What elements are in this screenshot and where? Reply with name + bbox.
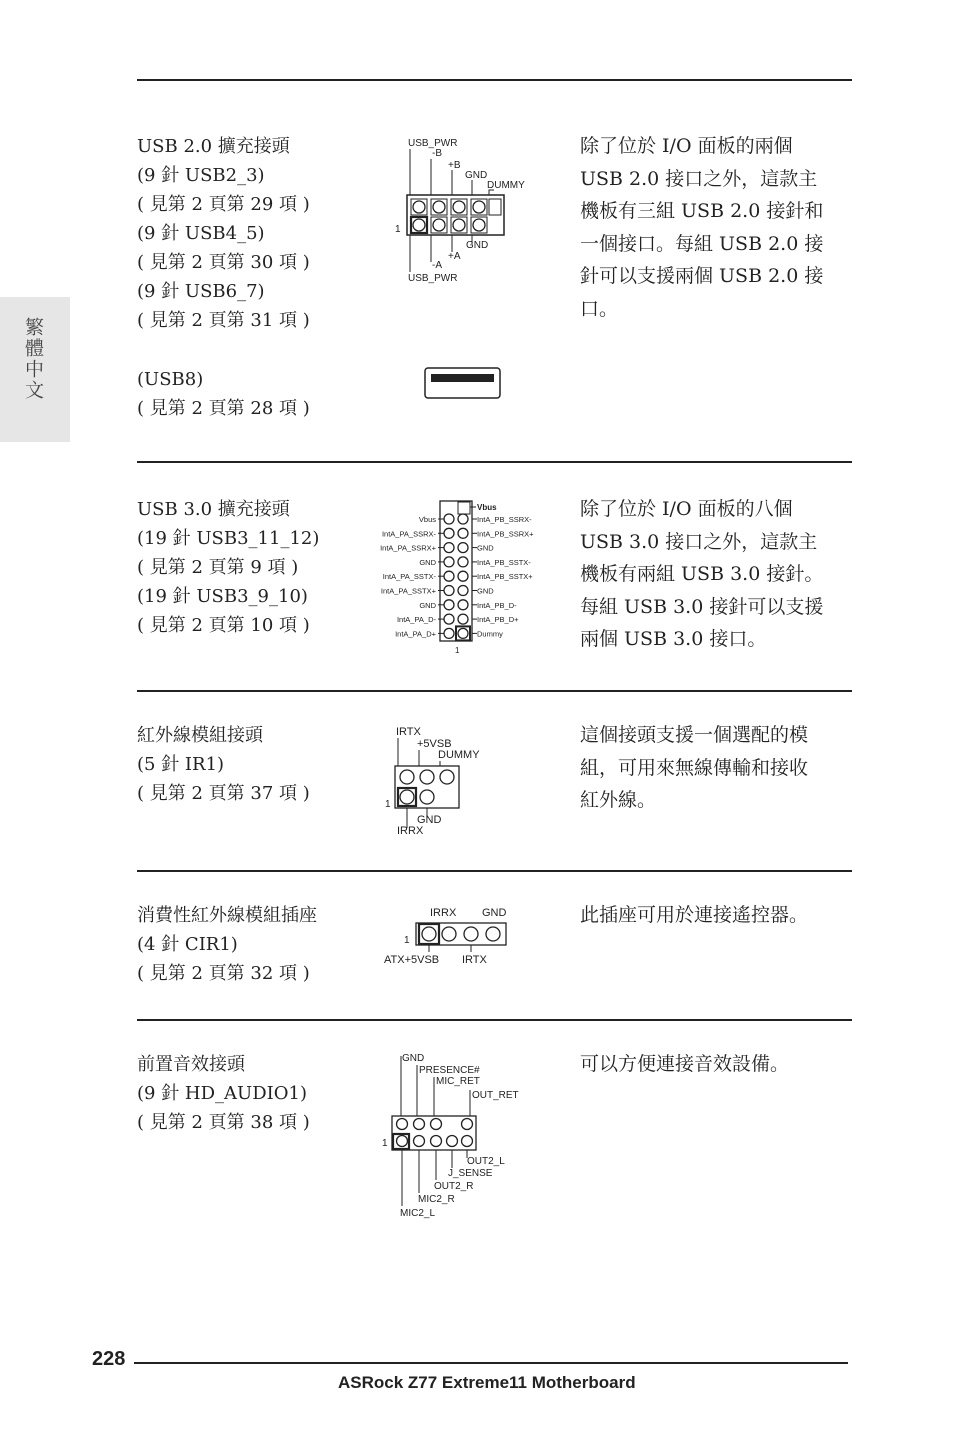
mic-ret-label: MIC_RET	[436, 1076, 480, 1087]
usb2-desc-line: 針可以支援兩個 USB 2.0 接	[580, 265, 824, 287]
mic2-l-label: MIC2_L	[400, 1208, 436, 1219]
plus-a-label: +A	[448, 251, 461, 262]
irrx-label: IRRX	[397, 825, 424, 837]
usb3-left-label: IntA_PA_D-	[396, 615, 436, 625]
usb3-line: (19 針 USB3_11_12)	[137, 528, 320, 549]
usb3-pin	[444, 543, 454, 553]
usb3-pin	[444, 528, 454, 538]
usb3-pin	[458, 571, 468, 581]
usb3-pin	[444, 614, 454, 624]
usb2-desc-line: 機板有三組 USB 2.0 接針和	[580, 200, 824, 222]
presence-label: PRESENCE#	[419, 1065, 480, 1076]
section-divider	[137, 1019, 852, 1021]
side-tab-label: 繁體中文	[22, 317, 44, 401]
cir-description-left	[137, 901, 317, 988]
gnd-bottom-label: GND	[466, 240, 489, 251]
usb2-line: ( 見第 2 頁第 29 項 )	[137, 194, 310, 215]
gnd-label: GND	[482, 907, 507, 919]
pin1-label: 1	[395, 224, 401, 235]
usb2-desc-line: 一個接口。每組 USB 2.0 接	[580, 232, 824, 255]
audio-header-diagram	[378, 1050, 528, 1222]
usb2-line: ( 見第 2 頁第 31 項 )	[137, 310, 310, 331]
usb3-desc-line: 機板有兩組 USB 3.0 接針。	[580, 563, 824, 585]
cir-title: 消費性紅外線模組插座	[137, 905, 317, 926]
language-side-tab	[0, 297, 70, 442]
ir-desc-line: 紅外線。	[580, 789, 657, 811]
minus-b-label: -B	[432, 148, 442, 159]
usb2-line: (9 針 USB2_3)	[137, 165, 265, 186]
usb2-header-diagram	[390, 132, 540, 287]
usb3-desc-line: 除了位於 I/O 面板的八個	[580, 498, 793, 520]
cir-line: (4 針 CIR1)	[137, 934, 238, 955]
usb3-left-label: IntA_PA_SSRX-	[381, 529, 436, 539]
cir-line: ( 見第 2 頁第 32 項 )	[137, 963, 310, 984]
usb2-title: USB 2.0 擴充接頭	[137, 136, 290, 157]
pin1-label: 1	[455, 646, 460, 655]
usb3-header-diagram	[358, 497, 558, 657]
usb3-left-label: GND	[419, 557, 436, 567]
usb2-desc-line: USB 2.0 接口之外，這款主	[580, 167, 818, 190]
usb3-description-left	[137, 495, 319, 640]
usb3-left-label: IntA_PA_SSRX+	[380, 543, 436, 553]
usb3-right-label: IntA_PB_D-	[477, 600, 517, 610]
irrx-label: IRRX	[430, 907, 457, 919]
gnd-label: GND	[417, 814, 442, 826]
usb3-right-label: IntA_PB_SSRX+	[477, 529, 534, 539]
usb-pwr-top-label: USB_PWR	[408, 138, 458, 149]
out2-r-label: OUT2_R	[434, 1181, 474, 1192]
usb3-line: (19 針 USB3_9_10)	[137, 586, 308, 607]
ir-line: (5 針 IR1)	[137, 754, 225, 775]
pin1-label: 1	[385, 799, 391, 810]
usb-pwr-bottom-label: USB_PWR	[408, 273, 458, 284]
usb3-left-label: IntA_PA_D+	[395, 629, 436, 639]
usb8-line: (USB8)	[137, 369, 204, 390]
cir-desc-line: 此插座可用於連接遙控器。	[580, 904, 809, 926]
gnd-top-label: GND	[465, 170, 488, 181]
usb3-pin	[458, 628, 468, 638]
ir-description-right	[580, 719, 848, 817]
out2-l-label: OUT2_L	[467, 1156, 505, 1167]
cir-header-diagram	[382, 902, 512, 968]
usb2-line: ( 見第 2 頁第 30 項 )	[137, 252, 310, 273]
cir-description-right	[580, 899, 848, 932]
mic2-r-label: MIC2_R	[418, 1194, 455, 1205]
usb3-pin	[458, 514, 468, 524]
usb3-line: ( 見第 2 頁第 9 項 )	[137, 557, 299, 578]
usb3-left-label: IntA_PA_SSTX-	[382, 572, 436, 582]
usb3-pin	[458, 600, 468, 610]
usb3-line: ( 見第 2 頁第 10 項 )	[137, 615, 310, 636]
usb3-pin	[444, 514, 454, 524]
minus-a-label: -A	[432, 260, 442, 271]
usb3-pin	[458, 614, 468, 624]
irtx-label: IRTX	[396, 726, 421, 738]
usb3-pin	[444, 557, 454, 567]
ir-desc-line: 這個接頭支援一個選配的模	[580, 724, 809, 746]
usb3-desc-line: 兩個 USB 3.0 接口。	[580, 628, 767, 650]
usb3-pin	[444, 586, 454, 596]
ir-description-left	[137, 721, 310, 808]
footer-rule	[134, 1362, 848, 1364]
top-rule	[137, 79, 852, 81]
usb3-right-label: IntA_PB_SSTX+	[477, 572, 533, 582]
usb2-description-right	[580, 130, 848, 325]
usb3-right-label: Dummy	[477, 629, 503, 639]
usb3-pin	[458, 586, 468, 596]
vsb-label: +5VSB	[417, 738, 452, 750]
audio-line: ( 見第 2 頁第 38 項 )	[137, 1112, 310, 1133]
irtx-label: IRTX	[462, 954, 487, 966]
page-number: 228	[92, 1348, 126, 1370]
usb3-desc-line: 每組 USB 3.0 接針可以支援	[580, 595, 824, 618]
footer-title: ASRock Z77 Extreme11 Motherboard	[338, 1373, 636, 1392]
usb3-description-right	[580, 493, 848, 656]
usb2-desc-line: 口。	[580, 297, 619, 320]
usb8-port-diagram	[423, 365, 503, 401]
audio-line: (9 針 HD_AUDIO1)	[137, 1083, 307, 1104]
usb3-pin	[444, 600, 454, 610]
usb3-desc-line: USB 3.0 接口之外，這款主	[580, 530, 818, 553]
section-divider	[137, 870, 852, 872]
dummy-label: DUMMY	[487, 180, 525, 191]
pin1-label: 1	[404, 935, 410, 946]
plus-b-label: +B	[448, 160, 461, 171]
section-divider	[137, 461, 852, 463]
section-divider	[137, 690, 852, 692]
usb3-right-label: IntA_PB_D+	[477, 615, 519, 625]
ir-header-diagram	[383, 722, 493, 840]
usb3-title: USB 3.0 擴充接頭	[137, 499, 290, 520]
usb2-description-left	[137, 132, 310, 335]
gnd-label: GND	[402, 1053, 425, 1064]
audio-description-left	[137, 1050, 310, 1137]
usb8-description-left	[137, 365, 310, 423]
usb3-pin	[458, 528, 468, 538]
out-ret-label: OUT_RET	[472, 1090, 519, 1101]
usb3-pin	[444, 628, 454, 638]
usb2-desc-line: 除了位於 I/O 面板的兩個	[580, 135, 793, 157]
dummy-label: DUMMY	[438, 749, 480, 761]
pin1-label: 1	[382, 1138, 388, 1149]
usb3-left-label: IntA_PA_SSTX+	[380, 586, 436, 596]
ir-title: 紅外線模組接頭	[137, 725, 263, 746]
vbus-top-label: Vbus	[477, 503, 497, 512]
usb3-pin	[458, 557, 468, 567]
audio-desc-line: 可以方便連接音效設備。	[580, 1053, 790, 1075]
ir-desc-line: 組，可用來無線傳輸和接收	[580, 756, 809, 779]
ir-line: ( 見第 2 頁第 37 項 )	[137, 783, 310, 804]
j-sense-label: J_SENSE	[448, 1168, 493, 1179]
audio-title: 前置音效接頭	[137, 1054, 245, 1075]
usb2-line: (9 針 USB6_7)	[137, 281, 265, 302]
usb3-left-label: GND	[419, 600, 436, 610]
usb3-right-label: GND	[477, 543, 494, 553]
usb3-pin	[444, 571, 454, 581]
atx-label: ATX+5VSB	[384, 954, 440, 966]
usb3-right-label: IntA_PB_SSRX-	[477, 515, 532, 524]
audio-description-right	[580, 1048, 848, 1081]
usb2-line: (9 針 USB4_5)	[137, 223, 265, 244]
usb3-left-label: Vbus	[418, 515, 436, 524]
usb8-line: ( 見第 2 頁第 28 項 )	[137, 398, 310, 419]
usb3-pin	[458, 543, 468, 553]
usb3-right-label: IntA_PB_SSTX-	[477, 557, 531, 567]
usb3-right-label: GND	[477, 586, 494, 596]
